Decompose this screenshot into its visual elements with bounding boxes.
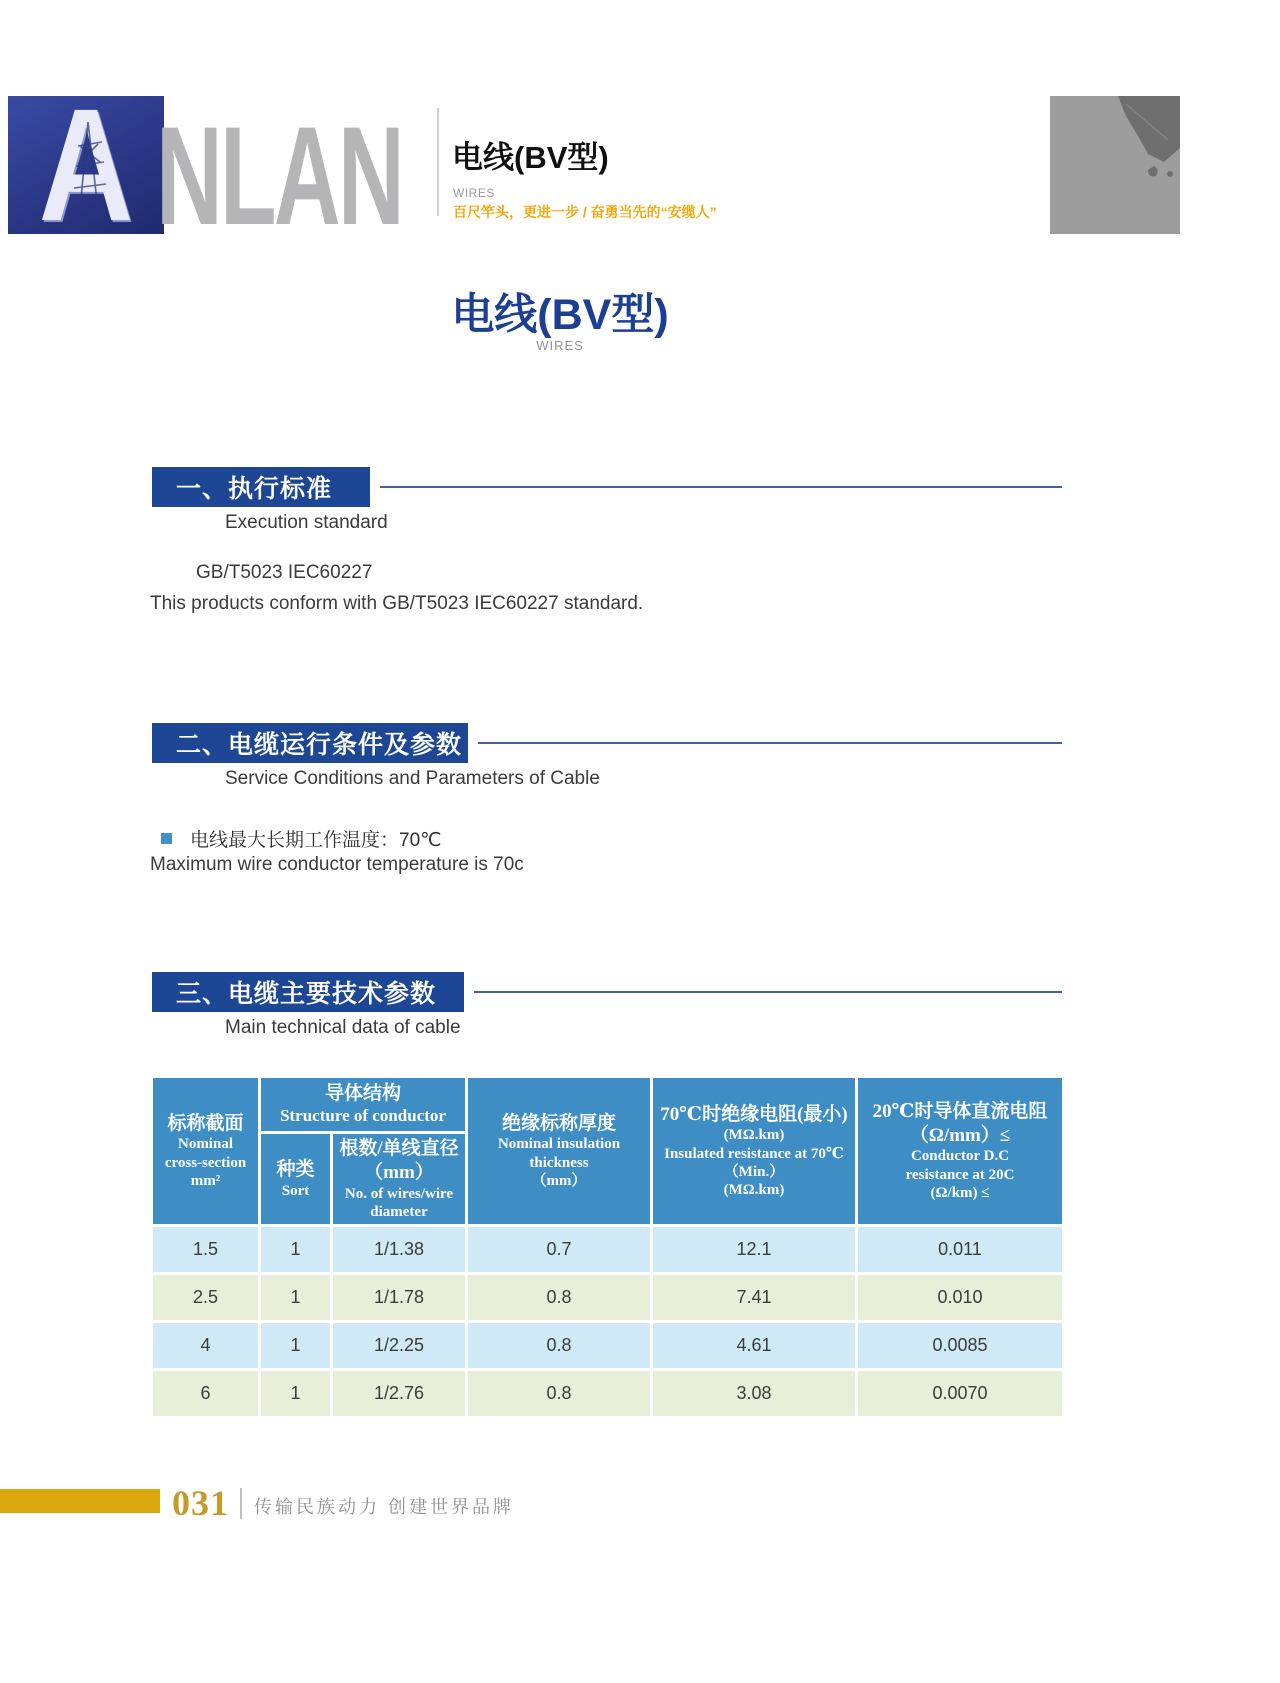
header-product-subtitle: WIRES [453, 186, 495, 200]
table-cell: 0.010 [857, 1274, 1064, 1322]
th-nominal-cross-section [152, 1077, 260, 1226]
table-cell: 0.8 [467, 1274, 652, 1322]
th-text: (MΩ.km) [723, 1182, 785, 1199]
th-text: 绝缘标称厚度 [502, 1112, 617, 1134]
th-text: Conductor D.C [910, 1148, 1010, 1165]
table-cell: 1/1.38 [332, 1226, 467, 1274]
th-text: Insulated resistance at 70℃ [664, 1145, 844, 1162]
table-cell: 0.0085 [857, 1322, 1064, 1370]
th-text: 20℃时导体直流电阻 [872, 1100, 1048, 1122]
table-row [152, 1322, 1064, 1370]
th-text: Sort [281, 1182, 310, 1199]
section-2-rule-line [478, 742, 1062, 744]
table-cell: 1 [260, 1274, 332, 1322]
table-cell: 1.5 [152, 1226, 260, 1274]
table-cell: 1/2.25 [332, 1322, 467, 1370]
table-cell: 4 [152, 1322, 260, 1370]
th-text: diameter [370, 1203, 428, 1220]
table-cell: 3.08 [652, 1370, 857, 1418]
header-divider-line [437, 108, 439, 216]
th-text: 导体结构 [325, 1083, 402, 1105]
th-insulation-thickness [467, 1077, 652, 1226]
table-cell: 6 [152, 1370, 260, 1418]
table-row [152, 1370, 1064, 1418]
table-cell: 1 [260, 1370, 332, 1418]
th-text: 标称截面 [167, 1112, 244, 1134]
footer-slogan: 传输民族动力 创建世界品牌 [254, 1497, 514, 1517]
footer-divider-line [240, 1488, 242, 1519]
th-text: cross-section [164, 1154, 247, 1171]
th-text: （mm） [531, 1173, 587, 1190]
th-text: (MΩ.km) [723, 1127, 785, 1144]
header-product-title: 电线(BV型) [452, 140, 609, 175]
th-insulated-resistance-70c [652, 1077, 857, 1226]
th-text: thickness [529, 1154, 589, 1171]
standard-conform-line: This products conform with GB/T5023 IEC60227 standard. [150, 593, 644, 614]
table-cell: 12.1 [652, 1226, 857, 1274]
page-number: 031 [172, 1483, 229, 1523]
th-text: Structure of conductor [280, 1106, 446, 1125]
table-row [152, 1226, 1064, 1274]
section-1-heading: 一、执行标准 [152, 467, 370, 507]
section-3-heading: 三、电缆主要技术参数 [152, 972, 464, 1012]
th-text: 根数/单线直径 [339, 1138, 459, 1159]
page-title: 电线(BV型) [451, 291, 669, 339]
th-sort [260, 1133, 332, 1226]
th-text: 70℃时绝缘电阻(最小) [660, 1103, 848, 1125]
table-cell: 1/1.78 [332, 1274, 467, 1322]
standard-code-line: GB/T5023 IEC60227 [196, 562, 373, 583]
section-1-heading-en: Execution standard [225, 512, 388, 533]
table-cell: 7.41 [652, 1274, 857, 1322]
table-cell: 0.7 [467, 1226, 652, 1274]
max-temperature-text-en: Maximum wire conductor temperature is 70c [150, 854, 524, 875]
map-silhouette-icon [1050, 96, 1180, 234]
corner-map-image [1050, 96, 1180, 234]
footer-gold-bar [0, 1489, 160, 1513]
table-cell: 0.011 [857, 1226, 1064, 1274]
table-cell: 0.8 [467, 1322, 652, 1370]
section-3-heading-en: Main technical data of cable [225, 1017, 461, 1038]
section-3-rule-line [474, 991, 1062, 993]
th-text: （Ω/mm）≤ [909, 1124, 1011, 1146]
th-dc-resistance-20c [857, 1077, 1064, 1226]
header-tagline: 百尺竿头，更进一步 / 奋勇当先的“安缆人” [453, 204, 717, 220]
section-2-heading: 二、电缆运行条件及参数 [152, 723, 468, 763]
th-text: 种类 [276, 1159, 315, 1181]
table-cell: 1/2.76 [332, 1370, 467, 1418]
transmission-tower-icon [66, 118, 110, 214]
table-row [152, 1274, 1064, 1322]
th-text: mm² [190, 1173, 221, 1190]
th-text: Nominal [177, 1136, 233, 1153]
table-cell: 2.5 [152, 1274, 260, 1322]
th-wires-diameter [332, 1133, 467, 1226]
th-text: No. of wires/wire [344, 1185, 454, 1202]
table-cell: 0.0070 [857, 1370, 1064, 1418]
th-text: （mm） [364, 1161, 434, 1183]
th-text: resistance at 20C [905, 1166, 1015, 1183]
th-text: (Ω/km) ≤ [930, 1184, 990, 1201]
th-text: （Min.） [723, 1163, 785, 1180]
section-2-heading-en: Service Conditions and Parameters of Cable [225, 768, 600, 789]
section-1-rule-line [380, 486, 1062, 488]
max-temperature-text-cn: 电线最大长期工作温度：70℃ [190, 830, 442, 851]
table-cell: 1 [260, 1226, 332, 1274]
table-cell: 1 [260, 1322, 332, 1370]
page-subtitle: WIRES [536, 338, 584, 353]
logo-letter-a: A [38, 75, 134, 254]
table-cell: 0.8 [467, 1370, 652, 1418]
th-conductor-structure-group [260, 1077, 467, 1133]
logo-nlan-text: NLAN [156, 97, 403, 254]
spec-table [150, 1075, 1065, 1419]
th-text: Nominal insulation [497, 1136, 621, 1153]
table-cell: 4.61 [652, 1322, 857, 1370]
bullet-square-icon [161, 833, 172, 844]
